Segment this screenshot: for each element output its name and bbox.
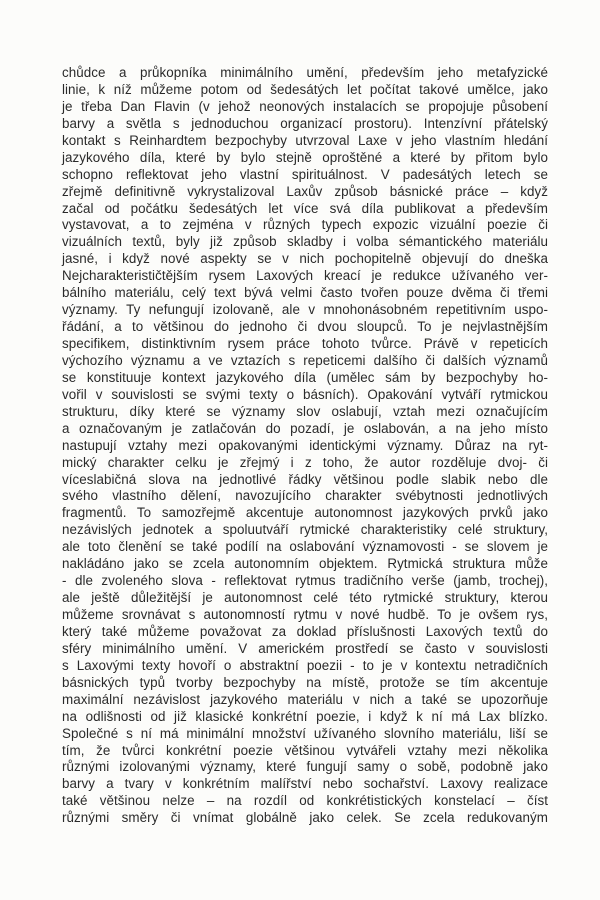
text-line: je třeba Dan Flavin (v jehož neonových instalacích se propojuje působení [62, 98, 548, 114]
text-line: barvy a tvary v konkrétním malířství nebo sochařství. Laxovy realizace [62, 776, 548, 792]
text-line: také většinou nelze – na rozdíl od konkrétistických konstelací – číst [62, 793, 548, 809]
text-line: barvy a světla s jednoduchou organizací prostoru). Intenzívní přátelský [62, 115, 548, 131]
text-line: sféry minimálního umění. V americkém prostředí se často v souvislosti [62, 640, 548, 656]
text-line: s Laxovými texty hovoří o abstraktní poezii - to je v kontextu netradičních [62, 657, 548, 673]
text-line: Společné s ní má minimální množství užívaného slovního materiálu, liší se [62, 725, 548, 741]
text-line: vystavovat, a to zejména v různých typech expozic vizuální poezie či [62, 217, 548, 233]
body-text [62, 65, 548, 827]
text-line: nakládáno jako se zcela autonomním objektem. Rytmická struktura může [62, 556, 548, 572]
text-line: nezávislých jednotek a spoluutváří rytmické charakteristiky celé struktury, [62, 522, 548, 538]
text-line: tím, že tvůrci konkrétní poezie většinou vytvářeli vztahy mezi několika [62, 742, 548, 758]
text-line: mický charakter celku je zřejmý i z toho, že autor rozděluje dvoj- či [62, 454, 548, 470]
text-line: svého vlastního dělení, navozujícího charakter svébytnosti jednotlivých [62, 488, 548, 504]
text-line: který také můžeme považovat za doklad příslušnosti Laxových textů do [62, 623, 548, 639]
text-line: - dle zvoleného slova - reflektovat rytmus tradičního verše (jamb, trochej), [62, 573, 548, 589]
text-line: básnických typů tvorby bezpochyby na místě, protože se tím akcentuje [62, 674, 548, 690]
text-line: strukturu, díky které se významy slov oslabují, vztah mezi označujícím [62, 403, 548, 419]
text-line: nastupují vztahy mezi opakovanými identickými významy. Důraz na ryt- [62, 437, 548, 453]
text-line: vořil v souvislosti se svými texty o básních). Opakování vytváří rytmickou [62, 386, 548, 402]
text-line: vizuálních textů, byly již způsob skladby i volba sémantického materiálu [62, 234, 548, 250]
text-line: ale ještě důležitější je autonomnost celé této rytmické struktury, kterou [62, 590, 548, 606]
text-line: fragmentů. To samozřejmě akcentuje autonomnost jazykových prvků jako [62, 505, 548, 521]
text-line: se konstituuje kontext jazykového díla (umělec sám by bezpochyby ho- [62, 369, 548, 385]
text-line: různými izolovanými významy, které fungují samy o sobě, podobně jako [62, 759, 548, 775]
text-line: na odlišnosti od již klasické konkrétní poezie, i když k ní má Lax blízko. [62, 708, 548, 724]
text-line: zřejmě definitivně vykrystalizoval Laxův způsob básnické práce – když [62, 183, 548, 199]
text-line: víceslabičná slova na jednotlivé řádky většinou podle slabik nebo dle [62, 471, 548, 487]
text-line: jasné, i když nové aspekty se v nich pochopitelně objevují do dneška [62, 251, 548, 267]
text-line: jazykového díla, které by bylo stejně oproštěné a které by přitom bylo [62, 149, 548, 165]
text-line: schopno reflektovat jeho vlastní spirituálnost. V padesátých letech se [62, 166, 548, 182]
text-line: začal od počátku šedesátých let více svá díla publikovat a především [62, 200, 548, 216]
text-line: linie, k níž můžeme potom od šedesátých let počítat takové umělce, jako [62, 81, 548, 97]
text-line: maximální nezávislost jazykového materiálu v nich a také se upozorňuje [62, 691, 548, 707]
text-line: různými směry či vnímat globálně jako celek. Se zcela redukovaným [62, 810, 548, 826]
text-line: Nejcharakterističtějším rysem Laxových kreací je redukce užívaného ver- [62, 268, 548, 284]
text-line: chůdce a průkopníka minimálního umění, především jeho metafyzické [62, 65, 548, 80]
text-line: a označovaným je zatlačován do pozadí, je oslabován, a na jeho místo [62, 420, 548, 436]
text-line: řádání, a to většinou do jednoho či dvou sloupců. To je nejvlastnějším [62, 319, 548, 335]
text-line: kontakt s Reinhardtem bezpochyby utvrzoval Laxe v jeho vlastním hledání [62, 132, 548, 148]
text-line: ale toto členění se také podílí na oslabování významovosti - se slovem je [62, 539, 548, 555]
text-line: specifikem, distinktivním rysem práce tohoto tvůrce. Právě v repeticích [62, 336, 548, 351]
text-line: bálního materiálu, celý text bývá velmi často tvořen pouze dvěma či třemi [62, 285, 548, 301]
text-line: významy. Ty nefungují izolovaně, ale v mnohonásobném repetitivním uspo- [62, 302, 548, 318]
text-line: výchozího významu a ve vztazích s repeticemi dalšího či dalších významů [62, 352, 548, 368]
text-line: můžeme srovnávat s autonomností rytmu v nové hudbě. To je ovšem rys, [62, 607, 548, 622]
